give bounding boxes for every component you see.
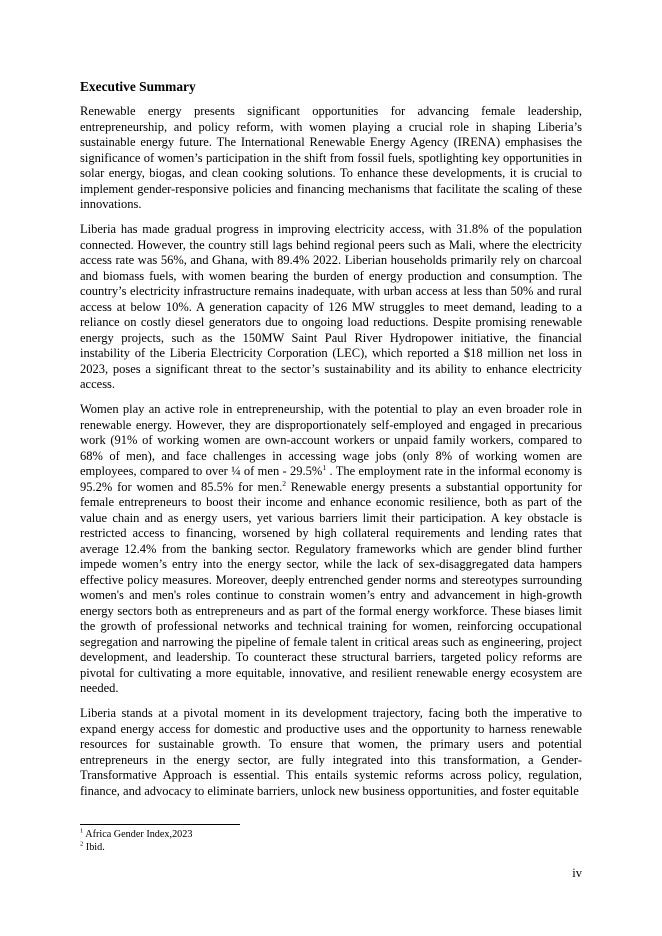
footnote-text: Ibid. — [83, 842, 105, 853]
footnote-text: Africa Gender Index,2023 — [83, 829, 193, 840]
footnote-mark: 2 — [80, 840, 84, 848]
footnote-ref-1: 1 — [322, 462, 327, 472]
paragraph-women-entrepreneurship — [80, 402, 582, 697]
footnote-1 — [80, 828, 582, 841]
paragraph-text: Renewable energy presents a substantial opportunity for female entrepreneurs to boost their income and enhance economic resilience, both as part of the value chain and as energy users, yet various barriers limit their participation. A key obstacle is restricted access to financing, worsened by high collateral requirements and lending rates that average 12.4% from the banking sector. Regulatory frameworks which are gender blind further impede women’s entry into the energy sector, while the lack of sex-disaggregated data hampers effective policy measures. Moreover, deeply entrenched gender norms and stereotypes surrounding women's and men's roles continue to constrain women’s entry and advancement in high-growth energy sectors both as entrepreneurs and as part of the formal energy workforce. These biases limit the growth of professional networks and technical training for women, reinforcing occupational segregation and narrowing the pipeline of female talent in critical areas such as engineering, project development, and leadership. To counteract these structural barriers, targeted policy reforms are pivotal for cultivating a more equitable, innovative, and resilient renewable energy ecosystem are needed. — [80, 479, 582, 695]
paragraph-text: . The employment rate in the informal economy is 95.2% for women and 85.5% for men. — [80, 464, 582, 494]
document-body — [80, 78, 582, 809]
paragraph-text: Women play an active role in entrepreneurship, with the potential to play an even broader role in renewable energy. However, they are disproportionately self-employed and engaged in precarious work (91% of working women are own-account workers or unpaid family workers, compared to 68% of men), and face challenges in accessing wage jobs (only 8% of working women are employees, compared to over ¼ of men - 29.5% — [80, 402, 582, 478]
footnotes — [80, 828, 582, 854]
footnote-mark: 1 — [80, 827, 84, 835]
section-heading: Executive Summary — [80, 79, 196, 94]
page-number: iv — [572, 866, 582, 880]
footnote-ref-2: 2 — [282, 478, 286, 488]
footnote-2 — [80, 841, 582, 854]
paragraph-electricity-access: Liberia has made gradual progress in improving electricity access, with 31.8% of the population connected. However, the country still lags behind regional peers such as Mali, where the electricity access rate was 56%, and Ghana, with 89.4% 2022. Liberian households primarily rely on charcoal and biomass fuels, with women bearing the burden of energy production and consumption. The country’s electricity infrastructure remains inadequate, with urban access at less than 50% and rural access at below 10%. A generation capacity of 126 MW struggles to meet demand, leading to a reliance on costly diesel generators due to ongoing load reductions. Despite promising renewable energy projects, such as the 150MW Saint Paul River Hydropower initiative, the financial instability of the Liberia Electricity Corporation (LEC), which reported a $18 million net loss in 2023, poses a significant threat to the sector’s sustainability and its ability to enhance electricity access. — [80, 222, 582, 391]
footnote-divider — [80, 824, 240, 825]
paragraph-intro: Renewable energy presents significant opportunities for advancing female leadership, entrepreneurship, and policy reform, with women playing a crucial role in shaping Liberia’s sustainable energy future. The International Renewable Energy Agency (IRENA) emphasises the significance of women’s participation in the shift from fossil fuels, spotlighting key opportunities in solar energy, biogas, and clean cooking solutions. To enhance these developments, it is crucial to implement gender-responsive policies and financing mechanisms that facilitate the scaling of these innovations. — [80, 104, 582, 211]
paragraph-pivotal-moment: Liberia stands at a pivotal moment in its development trajectory, facing both the imperative to expand energy access for domestic and productive uses and the opportunity to harness renewable resources for sustainable growth. To ensure that women, the primary users and potential entrepreneurs in the energy sector, are fully integrated into this transformation, a Gender-Transformative Approach is essential. This entails systemic reforms across policy, regulation, finance, and advocacy to eliminate barriers, unlock new business opportunities, and foster equitable — [80, 706, 582, 798]
